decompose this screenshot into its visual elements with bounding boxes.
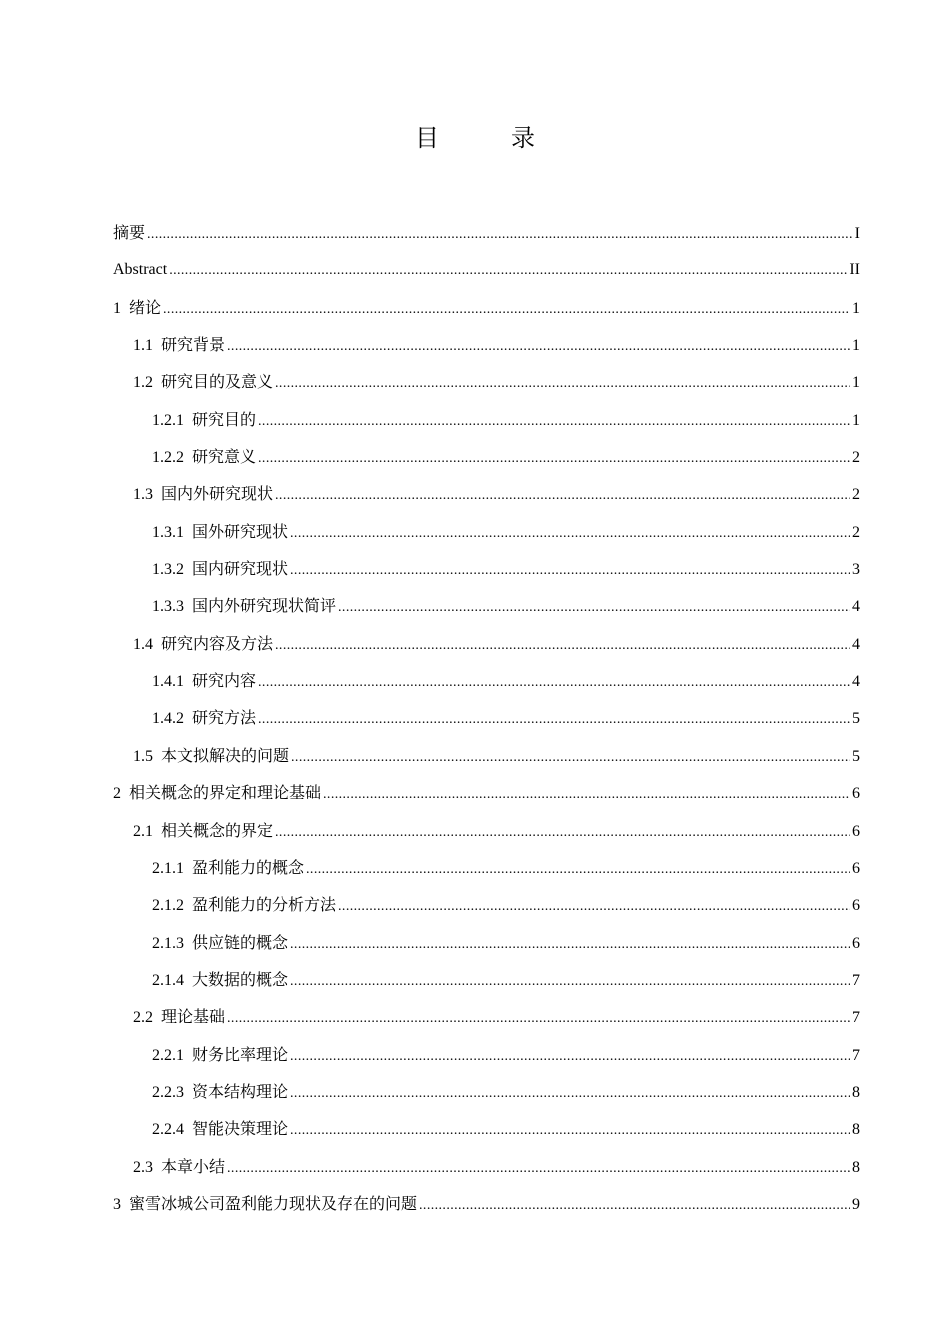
dot-leader	[290, 963, 850, 1000]
toc-entry-title: 研究方法	[192, 708, 257, 728]
toc-entry[interactable]	[113, 475, 860, 512]
toc-entry-number: 1.1	[133, 337, 153, 355]
toc-entry-number: 2.2.1	[152, 1046, 184, 1064]
dot-leader	[258, 664, 850, 701]
toc-entry-page-number: 9	[852, 1195, 860, 1213]
toc-entry[interactable]	[113, 1185, 860, 1222]
toc-entry-title: 财务比率理论	[192, 1044, 289, 1064]
toc-entry-title: 国内外研究现状简评	[192, 596, 337, 616]
toc-entry-title: 研究目的	[192, 409, 257, 429]
dot-leader	[258, 403, 850, 440]
toc-entry-number: 2.1.4	[152, 971, 184, 989]
dot-leader	[163, 291, 850, 328]
toc-entry-number: 1.3.1	[152, 523, 184, 541]
toc-entry-page-number: 5	[852, 747, 860, 765]
dot-leader	[290, 552, 850, 589]
toc-entry[interactable]	[113, 550, 860, 587]
toc-entry-title: 本文拟解决的问题	[161, 745, 290, 765]
toc-entry-title: 相关概念的界定	[161, 820, 274, 840]
dot-leader	[419, 1187, 850, 1224]
toc-entry-number: 1.3.3	[152, 598, 184, 616]
toc-entry[interactable]	[113, 662, 860, 699]
toc-entry-title: 国内外研究现状	[161, 484, 274, 504]
toc-entry-page-number: 1	[852, 337, 860, 355]
toc-entry[interactable]	[113, 587, 860, 624]
dot-leader	[291, 739, 850, 776]
toc-entry-title: 研究内容	[192, 671, 257, 691]
toc-entry[interactable]	[113, 438, 860, 475]
page-title: 目 录	[415, 124, 559, 152]
toc-entry-number: 1.4.2	[152, 710, 184, 728]
toc-entry-title: 国外研究现状	[192, 521, 289, 541]
toc-entry-number: 1.2	[133, 374, 153, 392]
toc-entry-number: 2.1.1	[152, 859, 184, 877]
toc-entry-title: 研究背景	[161, 335, 226, 355]
toc-entry[interactable]	[113, 1110, 860, 1147]
toc-entry[interactable]	[113, 961, 860, 998]
toc-entry[interactable]	[113, 699, 860, 736]
toc-entry-number: 2.1.2	[152, 897, 184, 915]
toc-entry-number: 2.1	[133, 822, 153, 840]
toc-entry[interactable]	[113, 401, 860, 438]
toc-entry-page-number: I	[854, 225, 860, 242]
dot-leader	[306, 851, 850, 888]
toc-entry-page-number: 2	[852, 486, 860, 504]
toc-entry-title: 国内研究现状	[192, 559, 289, 579]
toc-entry-number: 1.3	[133, 486, 153, 504]
toc-entry[interactable]	[113, 998, 860, 1035]
toc-entry[interactable]	[113, 774, 860, 811]
toc-entry-number: 2.1.3	[152, 934, 184, 952]
toc-entry[interactable]	[113, 363, 860, 400]
toc-entry-page-number: 8	[852, 1158, 860, 1176]
table-of-contents	[113, 214, 860, 1222]
toc-entry-page-number: 4	[852, 635, 860, 653]
toc-entry-page-number: 7	[852, 1046, 860, 1064]
toc-entry-page-number: 3	[852, 561, 860, 579]
toc-entry[interactable]	[113, 289, 860, 326]
toc-entry-number: 2.3	[133, 1158, 153, 1176]
toc-entry[interactable]	[113, 924, 860, 961]
toc-entry[interactable]	[113, 737, 860, 774]
toc-entry[interactable]	[113, 326, 860, 363]
dot-leader	[290, 1112, 850, 1149]
toc-entry-page-number: 6	[852, 822, 860, 840]
toc-entry-title: 盈利能力的分析方法	[192, 895, 337, 915]
toc-entry-page-number: 6	[852, 859, 860, 877]
toc-entry-title: Abstract	[113, 261, 168, 279]
toc-entry-number: 2	[113, 785, 121, 803]
toc-entry-number: 1.4	[133, 635, 153, 653]
toc-entry-number: 1	[113, 299, 121, 317]
dot-leader	[258, 440, 850, 477]
toc-entry[interactable]	[113, 625, 860, 662]
dot-leader	[275, 477, 850, 514]
toc-entry[interactable]	[113, 251, 860, 288]
toc-entry[interactable]	[113, 513, 860, 550]
toc-entry-page-number: 2	[852, 523, 860, 541]
toc-entry-title: 研究目的及意义	[161, 372, 274, 392]
toc-entry-page-number: 4	[852, 673, 860, 691]
toc-entry-title: 研究内容及方法	[161, 633, 274, 653]
dot-leader	[169, 252, 847, 289]
toc-entry-number: 1.4.1	[152, 673, 184, 691]
dot-leader	[290, 926, 850, 963]
toc-entry-page-number: 1	[852, 374, 860, 392]
toc-entry-title: 摘要	[113, 223, 146, 242]
toc-entry-title: 大数据的概念	[192, 969, 289, 989]
toc-entry-page-number: 1	[852, 299, 860, 317]
toc-entry-number: 2.2	[133, 1009, 153, 1027]
toc-entry-page-number: 5	[852, 710, 860, 728]
toc-entry[interactable]	[113, 1036, 860, 1073]
dot-leader	[275, 814, 850, 851]
dot-leader	[290, 1038, 850, 1075]
toc-entry[interactable]	[113, 1148, 860, 1185]
toc-entry-title: 本章小结	[161, 1156, 226, 1176]
toc-entry-number: 1.3.2	[152, 561, 184, 579]
toc-entry-title: 理论基础	[161, 1007, 226, 1027]
toc-entry-page-number: 6	[852, 934, 860, 952]
dot-leader	[290, 515, 850, 552]
toc-entry-page-number: 6	[852, 897, 860, 915]
toc-entry-page-number: 7	[852, 971, 860, 989]
dot-leader	[338, 888, 850, 925]
toc-entry-title: 绪论	[129, 297, 162, 317]
dot-leader	[275, 627, 850, 664]
toc-entry-title: 资本结构理论	[192, 1081, 289, 1101]
toc-entry-page-number: 6	[852, 785, 860, 803]
toc-entry-number: 1.2.2	[152, 449, 184, 467]
dot-leader	[290, 1075, 850, 1112]
toc-entry[interactable]	[113, 886, 860, 923]
toc-entry-title: 盈利能力的概念	[192, 857, 305, 877]
toc-entry-page-number: II	[849, 261, 860, 279]
toc-entry[interactable]	[113, 812, 860, 849]
toc-entry-page-number: 8	[852, 1121, 860, 1139]
toc-entry[interactable]	[113, 1073, 860, 1110]
toc-entry[interactable]	[113, 849, 860, 886]
toc-entry-page-number: 7	[852, 1009, 860, 1027]
toc-entry-number: 2.2.3	[152, 1083, 184, 1101]
dot-leader	[323, 776, 850, 813]
dot-leader	[258, 701, 850, 738]
dot-leader	[227, 1150, 850, 1187]
toc-entry-page-number: 8	[852, 1083, 860, 1101]
dot-leader	[147, 216, 853, 253]
toc-entry-number: 2.2.4	[152, 1121, 184, 1139]
dot-leader	[338, 589, 850, 626]
dot-leader	[227, 1000, 850, 1037]
toc-entry-title: 蜜雪冰城公司盈利能力现状及存在的问题	[129, 1193, 418, 1213]
toc-entry-number: 1.5	[133, 747, 153, 765]
toc-entry-title: 研究意义	[192, 447, 257, 467]
toc-entry-page-number: 4	[852, 598, 860, 616]
toc-entry-number: 3	[113, 1195, 121, 1213]
dot-leader	[275, 365, 850, 402]
toc-entry-title: 供应链的概念	[192, 932, 289, 952]
toc-entry-title: 智能决策理论	[192, 1119, 289, 1139]
toc-entry[interactable]	[113, 214, 860, 251]
toc-entry-number: 1.2.1	[152, 411, 184, 429]
toc-entry-page-number: 1	[852, 411, 860, 429]
dot-leader	[227, 328, 850, 365]
toc-entry-page-number: 2	[852, 449, 860, 467]
toc-entry-title: 相关概念的界定和理论基础	[129, 783, 322, 803]
